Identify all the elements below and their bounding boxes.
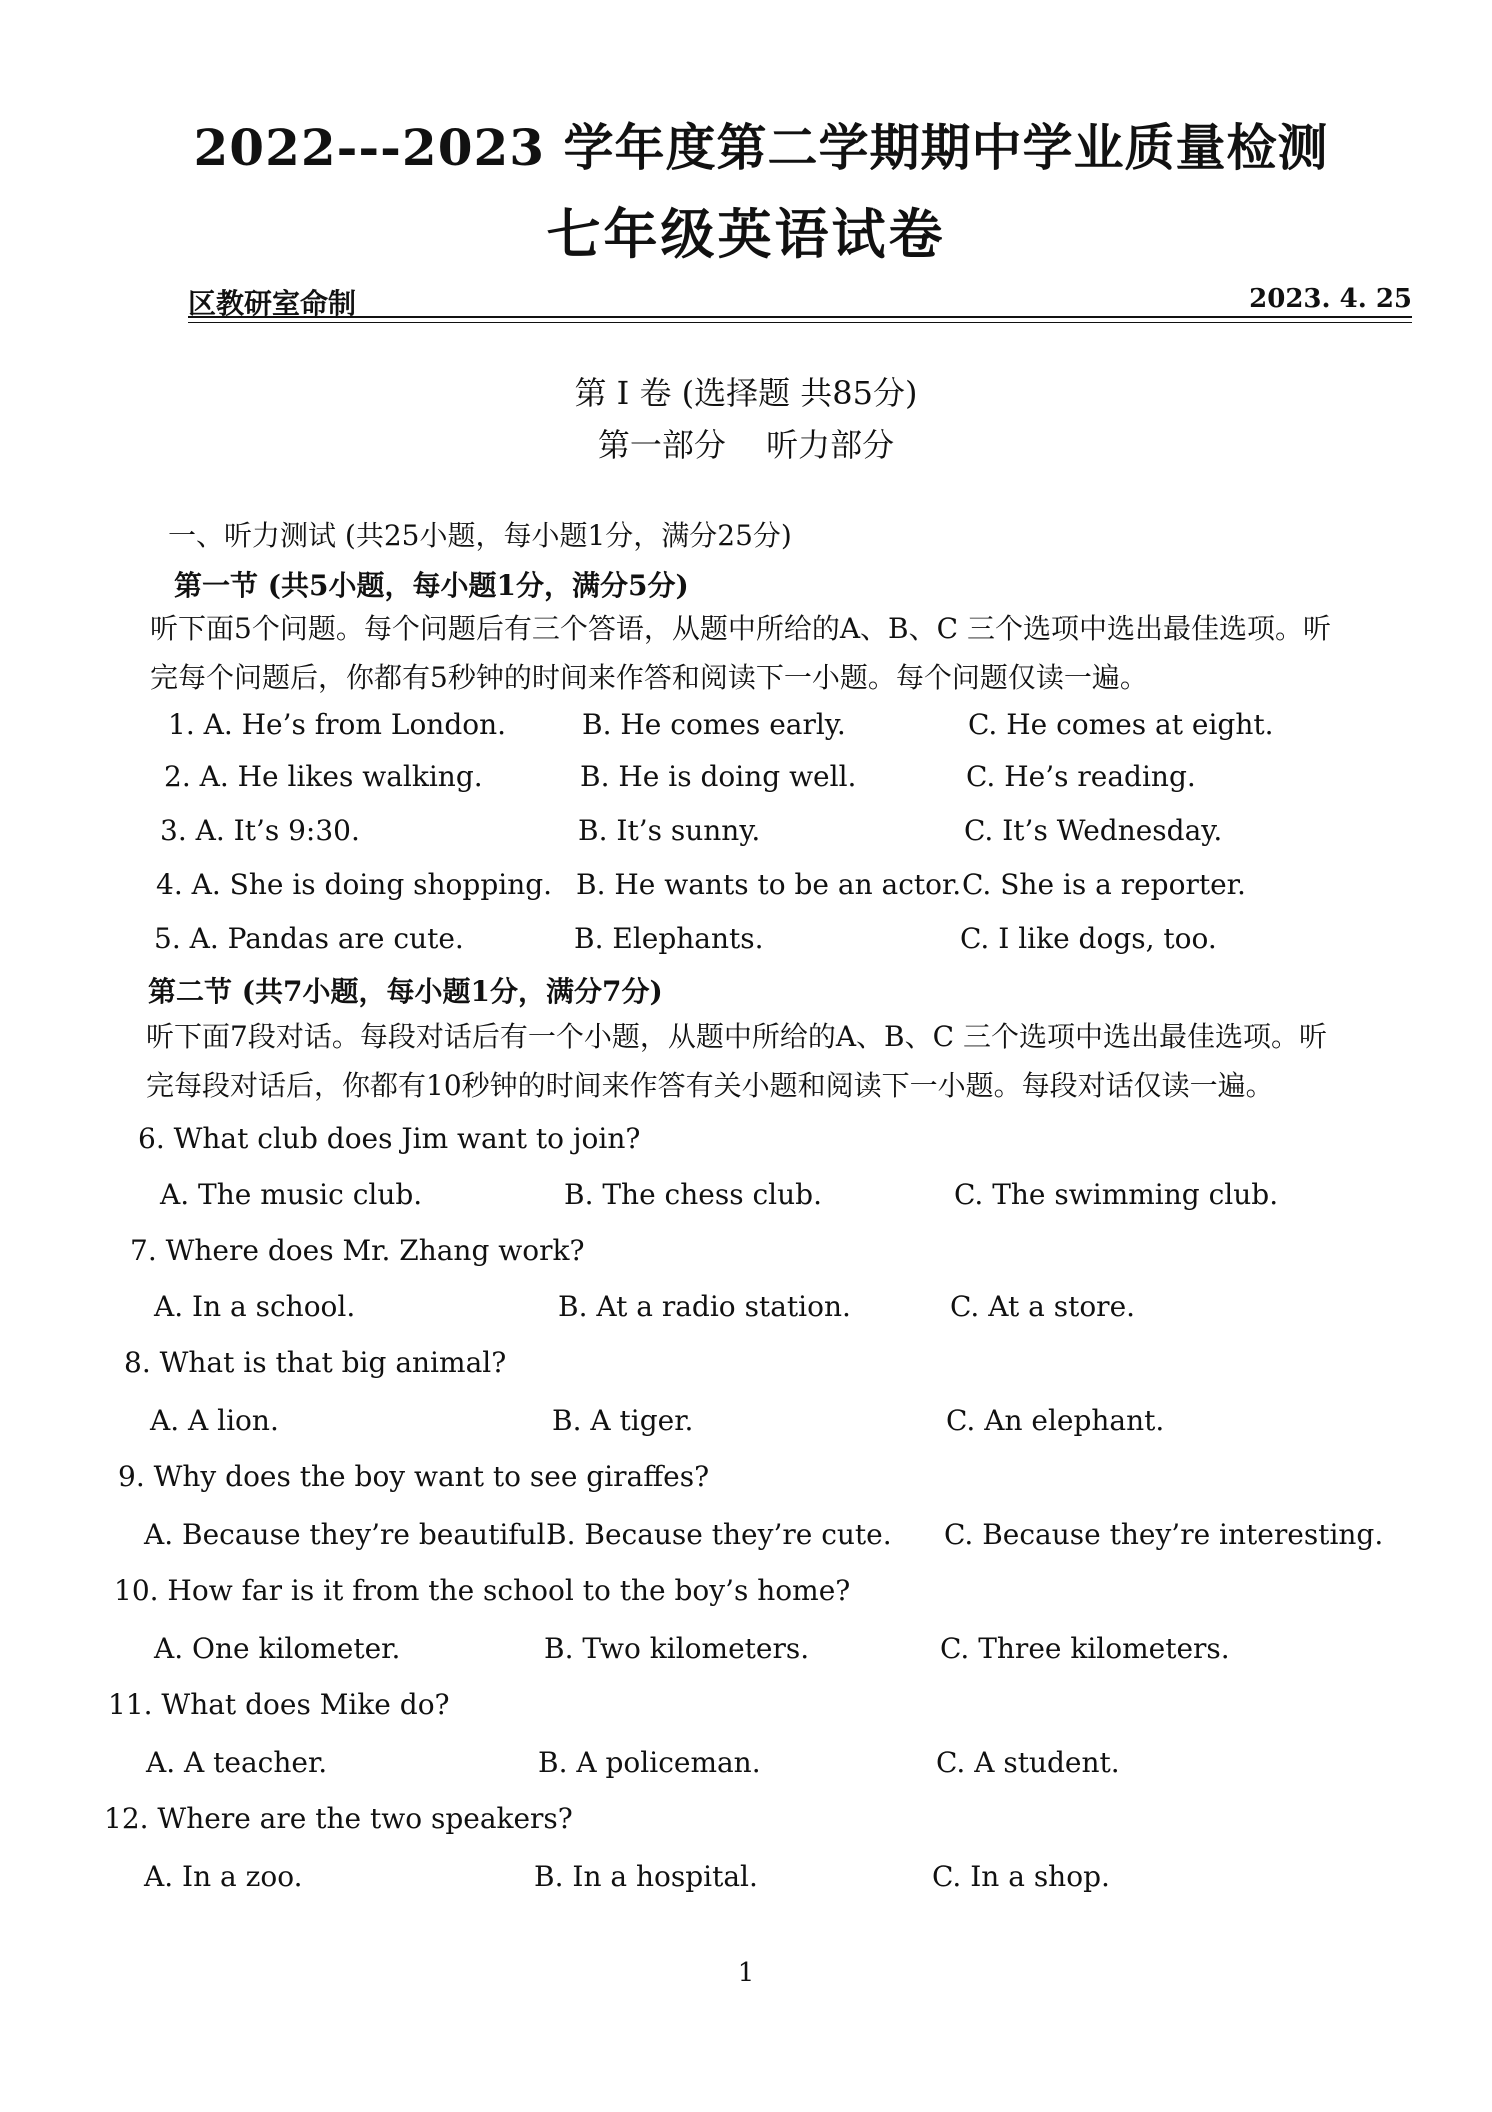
q11-option-a: A. A teacher. — [146, 1746, 328, 1779]
part1-heading: 第一节 (共5小题，每小题1分，满分5分) — [174, 569, 689, 602]
volume-title: 第 I 卷 (选择题 共85分) — [574, 374, 918, 412]
q6-option-c: C. The swimming club. — [954, 1178, 1279, 1211]
q5-option-b: B. Elephants. — [574, 922, 764, 955]
q7-option-c: C. At a store. — [950, 1290, 1136, 1323]
exam-date: 2023. 4. 25 — [1249, 284, 1412, 314]
q4-option-a: 4. A. She is doing shopping. — [156, 868, 553, 901]
q2-option-a: 2. A. He likes walking. — [164, 760, 483, 793]
exam-subtitle: 七年级英语试卷 — [546, 202, 946, 266]
header-rule-secondary — [188, 322, 1412, 323]
q12-option-a: A. In a zoo. — [144, 1860, 303, 1893]
header-rule — [188, 316, 1412, 318]
q9-option-a: A. Because they’re beautiful. — [144, 1518, 555, 1551]
issuer-label: 区教研室命制 — [188, 287, 357, 320]
q1-option-a: 1. A. He’s from London. — [168, 708, 507, 741]
part2-instructions — [146, 1012, 1446, 1110]
q3-option-c: C. It’s Wednesday. — [964, 814, 1223, 847]
part1-instruction-line: 完每个问题后，你都有5秒钟的时间来作答和阅读下一小题。每个问题仅读一遍。 — [150, 661, 1148, 694]
q9-stem: 9. Why does the boy want to see giraffes? — [118, 1460, 710, 1493]
q10-option-c: C. Three kilometers. — [940, 1632, 1230, 1665]
exam-title: 2022---2023 学年度第二学期期中学业质量检测 — [193, 118, 1329, 177]
q8-option-a: A. A lion. — [150, 1404, 279, 1437]
q11-stem: 11. What does Mike do? — [108, 1688, 450, 1721]
q3-option-b: B. It’s sunny. — [578, 814, 761, 847]
q6-option-b: B. The chess club. — [564, 1178, 822, 1211]
q12-stem: 12. Where are the two speakers? — [104, 1802, 573, 1835]
q12-option-b: B. In a hospital. — [534, 1860, 758, 1893]
q8-option-c: C. An elephant. — [946, 1404, 1165, 1437]
page-number: 1 — [737, 1958, 755, 1988]
q8-stem: 8. What is that big animal? — [124, 1346, 507, 1379]
q10-option-a: A. One kilometer. — [154, 1632, 401, 1665]
q12-option-c: C. In a shop. — [932, 1860, 1110, 1893]
section-heading: 一、听力测试 (共25小题，每小题1分，满分25分) — [168, 519, 792, 552]
part2-heading: 第二节 (共7小题，每小题1分，满分7分) — [148, 975, 663, 1008]
q6-stem: 6. What club does Jim want to join? — [138, 1122, 641, 1155]
q4-option-c: C. She is a reporter. — [962, 868, 1246, 901]
q1-option-b: B. He comes early. — [582, 708, 846, 741]
q4-option-b: B. He wants to be an actor. — [576, 868, 962, 901]
part1-instructions — [150, 604, 1450, 702]
part-title: 第一部分 听力部分 — [597, 426, 895, 464]
q7-option-a: A. In a school. — [154, 1290, 356, 1323]
q7-option-b: B. At a radio station. — [558, 1290, 851, 1323]
q5-option-a: 5. A. Pandas are cute. — [154, 922, 464, 955]
q10-option-b: B. Two kilometers. — [544, 1632, 810, 1665]
part2-instruction-line: 听下面7段对话。每段对话后有一个小题，从题中所给的A、B、C 三个选项中选出最佳选项。听 — [146, 1020, 1327, 1053]
q2-option-c: C. He’s reading. — [966, 760, 1196, 793]
q9-option-c: C. Because they’re interesting. — [944, 1518, 1384, 1551]
part2-instruction-line: 完每段对话后，你都有10秒钟的时间来作答有关小题和阅读下一小题。每段对话仅读一遍。 — [146, 1069, 1274, 1102]
q11-option-b: B. A policeman. — [538, 1746, 761, 1779]
q10-stem: 10. How far is it from the school to the boy’s home? — [114, 1574, 851, 1607]
part1-instruction-line: 听下面5个问题。每个问题后有三个答语，从题中所给的A、B、C 三个选项中选出最佳选项。听 — [150, 612, 1331, 645]
q8-option-b: B. A tiger. — [552, 1404, 694, 1437]
q2-option-b: B. He is doing well. — [580, 760, 857, 793]
q5-option-c: C. I like dogs, too. — [960, 922, 1217, 955]
q1-option-c: C. He comes at eight. — [968, 708, 1274, 741]
q11-option-c: C. A student. — [936, 1746, 1120, 1779]
q9-option-b: B. Because they’re cute. — [546, 1518, 892, 1551]
q7-stem: 7. Where does Mr. Zhang work? — [130, 1234, 585, 1267]
q6-option-a: A. The music club. — [160, 1178, 423, 1211]
q3-option-a: 3. A. It’s 9:30. — [160, 814, 360, 847]
